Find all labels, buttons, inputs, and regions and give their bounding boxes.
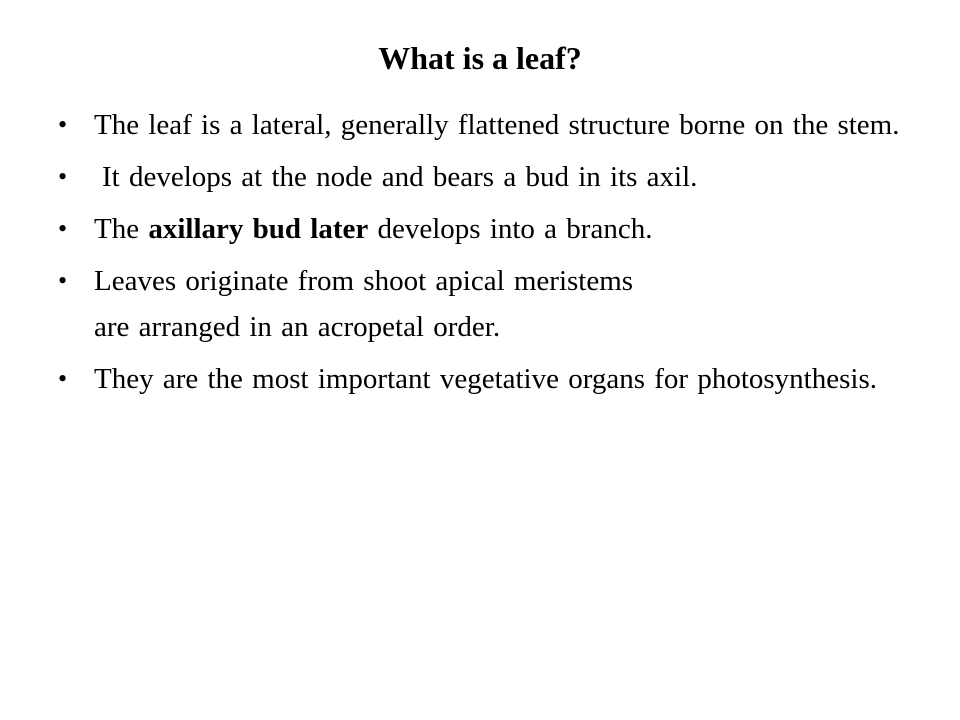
bullet-icon: • (58, 364, 68, 393)
bullet-continuation: are arranged in an acropetal order. (94, 311, 501, 343)
bullet-item (58, 360, 918, 398)
bullet-item (58, 158, 918, 196)
bullet-item (58, 210, 918, 248)
bullet-icon: • (58, 266, 68, 295)
bullet-text: The leaf is a lateral, generally flattened structure borne on the stem. (94, 109, 900, 141)
bullet-text: They are the most important vegetative organs for photosynthesis. (94, 363, 877, 395)
bullet-text-before: The (94, 213, 149, 245)
bullet-item (58, 106, 918, 144)
bullet-icon: • (58, 214, 68, 243)
bullet-text: Leaves originate from shoot apical meristems (94, 265, 634, 297)
bullet-text-bold: axillary bud later (148, 213, 369, 245)
bullet-icon: • (58, 110, 68, 139)
slide-title: What is a leaf? (378, 40, 582, 76)
bullet-icon: • (58, 162, 68, 191)
bullet-text: It develops at the node and bears a bud in its axil. (102, 161, 698, 193)
bullet-text-after: develops into a branch. (368, 213, 653, 245)
bullet-list (58, 106, 918, 412)
bullet-item (58, 262, 918, 300)
